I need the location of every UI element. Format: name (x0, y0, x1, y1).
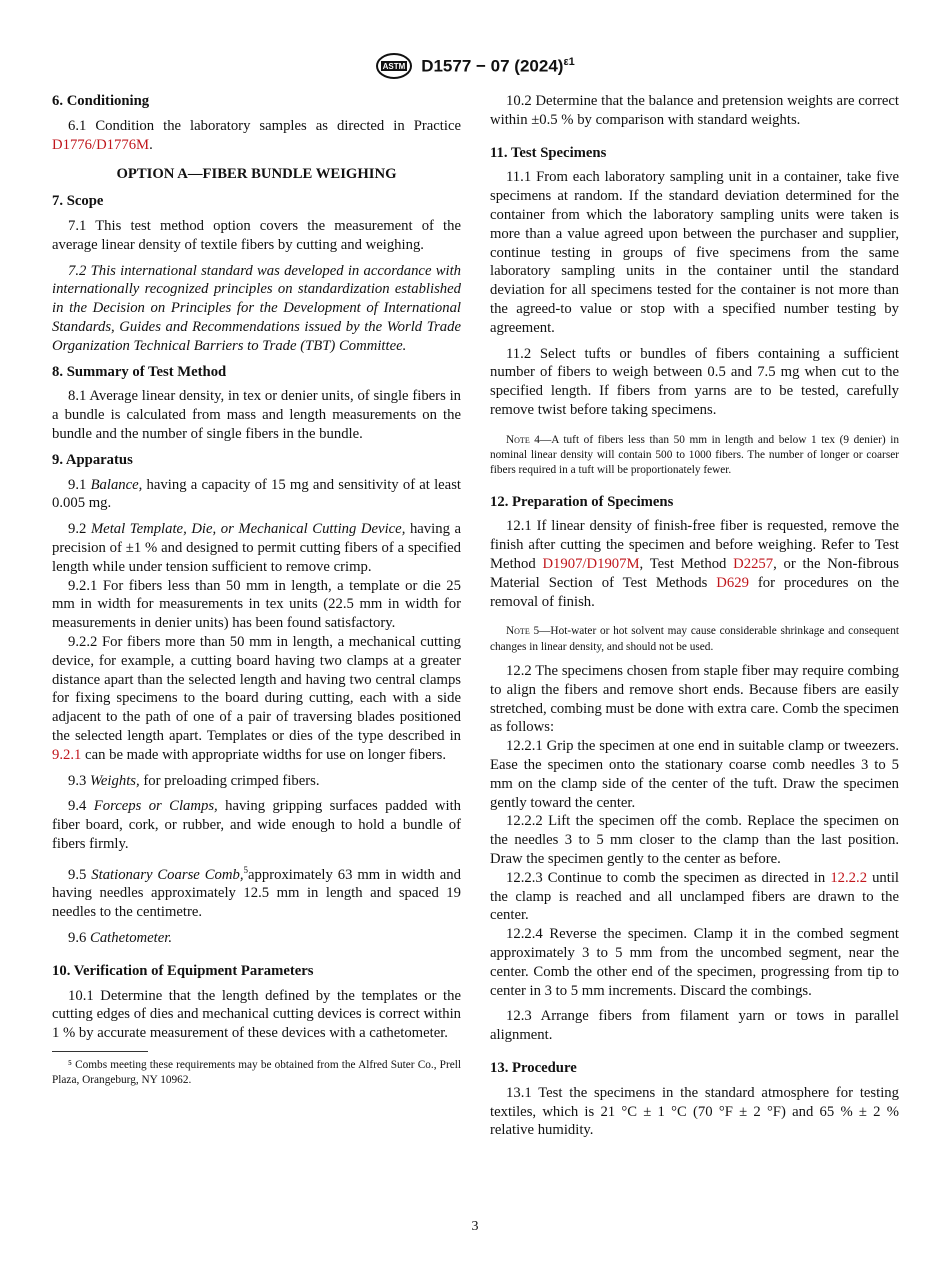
para-7-1: 7.1 This test method option covers the measurement of the average linear density of textile fibers by cutting and weighing. (52, 217, 461, 253)
para-12-1: 12.1 If linear density of finish-free fiber is requested, remove the finish after cutting the specimen and before weighing. Refer to Test Method D1907/D1907M, Test Method D2257, or the Non-fibrous Material Section of Test Methods D629 for procedures on the removal of finish. (490, 518, 899, 610)
para-11-2: 11.2 Select tufts or bundles of fibers containing a sufficient number of fibers to weigh between 0.5 and 7.5 mg when cut to the specified length. If fibers from yarns are to be tested, carefully remove twist before taking specimens. (490, 345, 899, 418)
para-9-2: 9.2 Metal Template, Die, or Mechanical Cutting Device, having a precision of ±1 % and designed to permit cutting fibers of a specified length while under tension sufficient to remove crimp. (52, 521, 462, 575)
section-7-title: 7. Scope (52, 193, 104, 210)
para-8-1: 8.1 Average linear density, in tex or denier units, of single fibers in a bundle is calculated from mass and length measurements on the bundle and the number of single fibers in the bundle. (52, 388, 461, 442)
section-10-title: 10. Verification of Equipment Parameters (52, 962, 314, 979)
para-9-2-1: 9.2.1 For fibers less than 50 mm in length, a template or die 25 mm in width for measurements in tex units (22.5 mm in width for measurements in denier units) has been found satisfactory. (52, 577, 461, 632)
para-12-2-1: 12.2.1 Grip the specimen at one end in suitable clamp or tweezers. Ease the specimen onto the stationary coarse comb needles 3 to 5 mm on the clamp side of the center of the tuft. Draw the specimen gently toward the center. (490, 738, 899, 811)
svg-text:ASTM: ASTM (382, 62, 406, 71)
para-7-2: 7.2 This international standard was developed in accordance with internationally recognized principles on standardization established in the Decision on Principles for the Development of International Standards, Guides and Recommendations issued by the World Trade Organization Technical Barriers to Trade (TBT) Committee. (52, 262, 461, 354)
link-d2257[interactable]: D2257 (733, 556, 774, 573)
para-12-2-4: 12.2.4 Reverse the specimen. Clamp it in the combed segment approximately 3 to 5 mm from the uncombed segment, near the center. Comb the other end of the specimen, progressing from tip to center in 3 to 5 mm increments. Discard the combings. (490, 926, 899, 999)
para-11-1: 11.1 From each laboratory sampling unit in a container, take five specimens at random. If the standard deviation determined for the container from which the laboratory sampling units were taken is more than a value agreed upon between the purchaser and supplier, continue testing in groups of five specimens from the same laboratory sampling units in the container until the standard deviation for all specimens tested for the container is not more than the agreed-to value or stop with a specified number testing by agreement. (490, 169, 899, 336)
page-header (0, 52, 950, 80)
para-10-1: 10.1 Determine that the length defined by the templates or the cutting edges of dies and mechanical cutting devices is correct within 1 % by accurate measurement of these devices with a cathetometer. (52, 987, 461, 1042)
para-12-3: 12.3 Arrange fibers from filament yarn or tows in parallel alignment. (490, 1008, 899, 1044)
para-9-3: 9.3 Weights, for preloading crimped fibers. (68, 772, 320, 789)
para-6-1: 6.1 Condition the laboratory samples as directed in Practice D1776/D1776M. (52, 117, 461, 153)
section-9-title: 9. Apparatus (52, 451, 133, 468)
section-11-title: 11. Test Specimens (490, 144, 607, 161)
section-8-title: 8. Summary of Test Method (52, 363, 227, 380)
footnote-rule (52, 1051, 148, 1052)
para-13-1: 13.1 Test the specimens in the standard atmosphere for testing textiles, which is 21 °C ± 1 °C (70 °F ± 2 °F) and 65 % ± 2 % relative humidity. (490, 1084, 899, 1139)
link-d629[interactable]: D629 (716, 574, 749, 591)
option-a-title: OPTION A—FIBER BUNDLE WEIGHING (116, 166, 397, 183)
para-9-2-2: 9.2.2 For fibers more than 50 mm in length, a mechanical cutting device, for example, a cutting board having two clamps at a greater distance apart than the selected length and having two central clamps for fixing specimens to the board during cutting, each with a side adjacent to the path of one of a pair of traversing blades positioned the selected length apart. Templates or dies of the type described in 9.2.1 can be made with appropriate widths for use on longer fibers. (52, 633, 461, 763)
para-9-6: 9.6 Cathetometer. (68, 929, 173, 946)
right-column (490, 92, 899, 1147)
note-4: Note 4—A tuft of fibers less than 50 mm in length and below 1 tex (9 denier) in nominal linear density will contain 500 to 1000 fibers. The number of longer or coarser fibers required in a tuft will be proportionately fewer. (490, 433, 900, 477)
section-13-title: 13. Procedure (490, 1059, 577, 1076)
para-12-2-2: 12.2.2 Lift the specimen off the comb. Replace the specimen on the needles 3 to 5 mm closer to the clamp than the last position. Draw the specimen gently to the center as before. (490, 813, 899, 867)
note-5: Note 5—Hot-water or hot solvent may cause considerable shrinkage and consequent changes in linear density, and should not be used. (490, 625, 899, 653)
link-9-2-1[interactable]: 9.2.1 (52, 746, 82, 763)
link-d1776[interactable]: D1776/D1776M (52, 136, 150, 153)
link-12-2-2[interactable]: 12.2.2 (830, 869, 868, 886)
astm-logo-icon (375, 52, 413, 80)
para-9-5: 9.5 Stationary Coarse Comb,$^5$approximately 63 mm in width and having needles approximately 12.5 mm in length and spaced 19 needles to the centimetre. (52, 864, 461, 921)
para-9-1: 9.1 Balance, having a capacity of 15 mg and sensitivity of at least 0.005 mg. (52, 476, 462, 512)
link-d1907[interactable]: D1907/D1907M (542, 556, 640, 573)
footnote-5: ⁵ Combs meeting these requirements may be obtained from the Alfred Suter Co., Prell Plaza, Orangeburg, NY 10962. (52, 1058, 461, 1086)
para-9-4: 9.4 Forceps or Clamps, having gripping surfaces padded with fiber board, cork, or rubber, and wide enough to hold a bundle of fibers firmly. (52, 798, 462, 852)
para-12-2: 12.2 The specimens chosen from staple fiber may require combing to align the fibers and remove short ends. Because fibers are easily stretched, combing must be done with extra care. Comb the specimen as follows: (490, 663, 899, 736)
document-designation: D1577 − 07 $(2024)^{\varepsilon 1}$ (421, 55, 575, 76)
para-10-2: 10.2 Determine that the balance and pretension weights are correct within ±0.5 % by comparison with standard weights. (490, 93, 899, 128)
page-number: 3 (471, 1219, 479, 1234)
section-6-title: 6. Conditioning (52, 93, 150, 109)
section-12-title: 12. Preparation of Specimens (490, 493, 674, 510)
para-12-2-3: 12.2.3 Continue to comb the specimen as directed in 12.2.2 until the clamp is reached and all unclamped fibers are drawn to the center. (490, 869, 899, 924)
left-column (52, 92, 461, 1095)
